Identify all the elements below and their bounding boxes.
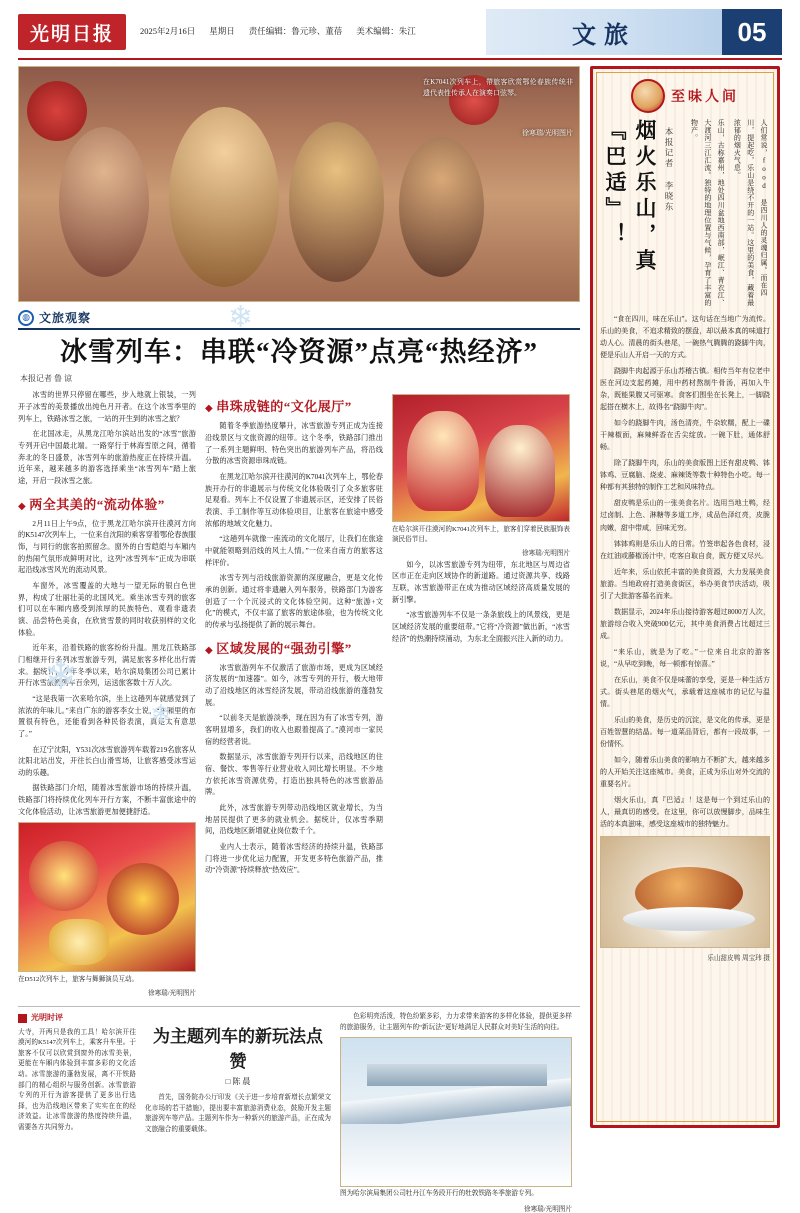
page-number: 05 [722,9,782,55]
lead-paragraph: 在北国冰走，从黑龙江哈尔滨站出发的“冰雪”旅游专列开启中国最北端。一路穿行于林海雪原之间，循着奔北的冬日盛景，冰雪列车的旅游热度正在持续升温。近年来，越来越多的游客选择乘坐“冰雪列车”踏上旅途，开启一段冰雪之旅。 [18,430,196,485]
paragraph: 在黑龙江哈尔滨开往漠河的K7041次列车上，鄂伦春族开办行的非遗展示与传统文化体验吸引了众多旅客驻足观看。列车上不仅设置了非遗展示区，还安排了民俗表演、手工制作等互动体验项目，让旅客在旅途中感受浓郁的地域文化魅力。 [205,473,383,528]
mid-photo [392,394,570,522]
small-photo-credit: 徐寒瑞/光明图片 [148,990,196,998]
paragraph: 如今，随着乐山美食的影响力不断扩大，越来越多的人开始关注这座城市。美食，正成为乐山对外交流的重要名片。 [600,756,770,789]
main-photo [18,66,580,302]
feature-intro-line: 乐山，古称嘉州，地处四川盆地西南部，岷江、青衣江、大渡河三江汇流。独特的地理位置与气候，孕育了丰富的物产。 [690,119,726,307]
paragraph: 此外，冰雪旅游专列带动沿线地区就业增长，为当地居民提供了更多的就业机会。据统计，仅冰雪季期间，沿线地区新增就业岗位数千个。 [205,804,383,836]
paragraph: “以前冬天是旅游淡季，现在因为有了冰雪专列，游客明显增多，我们的收入也跟着提高了。”漠河市一家民宿的经营者说。 [205,714,383,746]
newspaper-logo: 光明日报 [18,14,126,50]
commentary-left [18,1012,136,1213]
commentary-paragraph: 色彩明亮活泼，特色纷繁多彩，力力求带来游客的多样化体验，提供更多样的旅游服务，让主题列车的“新玩法”更好地满足人民群众对美好生活的向往。 [340,1013,572,1031]
paragraph: 冰雪旅游列车不仅激活了旅游市场，更成为区域经济发展的“加速器”。如今，冰雪专列的开行，极大地带动了沿线地区的冰雪经济发展，带动沿线旅游的蓬勃发展。 [205,663,383,707]
paragraph: 随着冬季旅游热度攀升，冰雪旅游专列正成为连接沿线景区与文旅资源的纽带。这个冬季，铁路部门推出了一系列主题鲜明、特色突出的旅游列车产品，将沿线分散的冰雪资源串珠成链。 [205,422,383,466]
feature-body [600,313,770,830]
commentary-flag-label: 光明时评 [31,1013,63,1022]
paragraph: “这是我第一次来哈尔滨，坐上这趟列车就感觉到了浓浓的年味儿。”来自广东的游客李女士说，“车厢里的布置很有特色，还能看到各种民俗表演，真是太有意思了。” [18,694,196,738]
paragraph: 钵钵鸡则是乐山人的日常。竹签串起各色食材，浸在红油或藤椒汤汁中，吃客自取自食，既方便又尽兴。 [600,539,770,560]
page-content [0,60,800,1213]
feature-title: 烟火乐山，真『巴适』！ [603,119,657,275]
art-editor: 美术编辑：朱江 [356,26,416,37]
paragraph: 烟火乐山，真『巴适』！这是每一个到过乐山的人，最真切的感受。在这里，你可以放慢脚步，品味生活的本真滋味，感受这座城市的独特魅力。 [600,796,770,829]
paragraph: 近年来，乐山依托丰富的美食资源，大力发展美食旅游。当地政府打造美食街区，举办美食节庆活动，吸引了大批游客慕名而来。 [600,567,770,600]
article-body [18,390,580,1000]
paragraph: “冰雪旅游列车不仅是一条条旅线上的风景线，更是区域经济发展的重要纽带。”它将“冷资源”做出新，“冰雪经济”的热潮持续涌动，为东北全面振兴注入新的动力。 [392,611,570,643]
paragraph: 乐山的美食，是历史的沉淀，是文化的传承，更是百姓智慧的结晶。每一道菜品背后，都有一段故事，一份情怀。 [600,715,770,748]
paragraph: “这趟列车就像一座流动的文化展厅，让我们在旅途中就能领略到沿线的风土人情。”一位来自南方的旅客这样评价。 [205,535,383,567]
commentary-left-text: 大寺，开两只是我的工具！哈尔滨开往漠河的K5147次列车上，乘客升车里。于旅客不仅可以欣赏到窗外的冰雪美景，更能在车厢内体验到丰富多彩的文化活动。冰雪旅游的蓬勃发展，离不开铁路部门的精心组织与服务创新。冰雪旅游专列的开行为游客提供了更多出行选择，也为沿线地区带来了实实在在的经济效益。让冰雪旅游的热度持续升温，需要各方共同努力。 [18,1028,136,1131]
commentary-block [18,1006,580,1213]
paragraph: 2月11日上午9点，位于黑龙江哈尔滨开往漠河方向的K5147次列车上，一位来自沈阳的乘客穿着鄂伦春族服饰，与同行的旅客拍照留念。窗外的白雪皑皑与车厢内的热闹气氛形成鲜明对比，这列“冰雪列车”正成为串联起沿线冰雪风光的流动风景。 [18,519,196,575]
subhead-1-text: 两全其美的“流动体验” [29,496,165,512]
masthead-right [486,9,782,55]
feature-vertical-intro [600,119,770,309]
paragraph: 数据显示，冰雪旅游专列开行以来，沿线地区的住宿、餐饮、零售等行业营业收入同比增长明显。不少地方依托冰雪资源优势，打造出独具特色的冰雪旅游品牌。 [205,753,383,797]
train-photo [340,1037,572,1187]
paragraph: “来乐山，就是为了吃。”一位来自北京的游客说，“从早吃到晚，每一顿都有惊喜。” [600,647,770,668]
paragraph: 数据显示，2024年乐山接待游客超过8000万人次，旅游综合收入突破900亿元，其中美食消费占比超过三成。 [600,607,770,640]
feature-photo [600,836,770,948]
paragraph: 据铁路部门介绍，随着冰雪旅游市场的持续升温，铁路部门将持续优化列车开行方案，不断丰富旅途中的文化体验活动，让冰雪旅游更加便捷舒适。 [18,784,196,816]
column-flag [18,309,580,326]
snowflake-icon: ❄ [150,700,172,729]
body-column-1 [18,390,196,1000]
paragraph: 在乐山，美食不仅是味蕾的享受，更是一种生活方式。街头巷尾的烟火气，承载着这座城市的记忆与温情。 [600,675,770,708]
diamond-icon: ◆ [18,500,27,512]
masthead [0,0,800,58]
responsible-editor: 责任编辑：鲁元珍、董蓓 [248,26,343,37]
feature-logo-text: 至味人间 [671,90,739,105]
article-byline: 本报记者 鲁 谅 [20,374,72,384]
paragraph: 近年来，沿着铁路的旅客纷纷升温。黑龙江铁路部门相继开行多列冰雪旅游专列，满足旅客多样化出行需求。据统计，今年冬季以来，哈尔滨局集团公司已累计开行冰雪旅游列车百余列，运送旅客数十万人次。 [18,644,196,688]
commentary-flag [18,1012,136,1025]
section-banner [486,9,722,55]
body-column-3 [392,390,570,1000]
paragraph: “食在四川，味在乐山”。这句话在当地广为流传。乐山的美食，不追求精致的摆盘，却以最本真的味道打动人心。清晨的街头巷尾，一碗热气腾腾的跷脚牛肉，便是乐山人开启一天的方式。 [600,315,770,360]
subhead-3-text: 区域发展的“强劲引擎” [216,640,352,656]
main-photo-credit: 徐寒瑞/光明图片 [522,129,573,137]
small-photo [18,822,196,972]
square-icon [18,1014,27,1023]
globe-icon: ◍ [18,310,34,326]
commentary-paragraph: 首先，国务院办公厅印发《关于进一步培育新增长点繁荣文化市场的若干措施》，提出要丰富旅游消费业态，鼓励开发主题旅游列车等产品。主题列车作为一种新兴的旅游产品，正在成为文旅融合的重要载体。 [145,1094,331,1134]
left-column [18,66,580,1213]
diamond-icon: ◆ [205,403,214,415]
commentary-author: □ 陈 晨 [225,1077,251,1086]
commentary-title: 为主题列车的新玩法点赞 [153,1027,323,1071]
feature-frame [590,66,780,1128]
subhead-2-text: 串珠成链的“文化展厅” [216,399,352,415]
small-photo-caption: 在D512次列车上，旅客与舞狮演员互动。 [18,976,139,984]
feature-logo [600,79,770,113]
diamond-icon: ◆ [205,644,214,656]
right-column [590,66,780,1120]
paragraph: 冰雪专列与沿线旅游资源的深度融合，更是文化传承的创新。通过将非遗融入列车服务，铁路部门为游客创造了一个个沉浸式的文化体验空间。这种“旅游+文化”的模式，不仅丰富了旅客的旅途体验，也为传统文化的传承与弘扬提供了新的展示舞台。 [205,574,383,629]
snowflake-icon: ❄ [44,653,78,698]
publish-date: 2025年2月16日 [140,26,196,37]
bowl-icon [631,79,665,113]
mid-photo-credit: 徐寒瑞/光明图片 [522,550,570,558]
weekday: 星期日 [209,26,235,37]
flag-divider [18,328,580,330]
subhead-1 [18,494,196,515]
commentary-right [340,1012,572,1213]
feature-intro-line: 人们常说，food 是四川人的灵魂归属。而在四川，提起吃，乐山是绕不开的一站。这里的美食，藏着最浓郁的烟火气息。 [733,119,768,307]
snowflake-icon: ❄ [228,301,254,334]
train-photo-credit: 徐寒瑞/光明图片 [524,1206,572,1213]
column-flag-label: 文旅观察 [39,311,92,325]
paragraph: 甜皮鸭是乐山的一张美食名片。选用当地土鸭，经过卤制、上色、淋糖等多道工序，成品色泽红亮，皮脆肉嫩，甜中带咸，回味无穷。 [600,499,770,532]
paragraph: 如今的跷脚牛肉，汤色清亮，牛杂软糯，配上一碟干辣椒面，麻辣鲜香在舌尖绽放。一碗下肚，通体舒畅。 [600,419,770,452]
commentary-mid [145,1012,331,1213]
feature-photo-credit: 乐山甜皮鸭 周宝玮 摄 [707,955,770,963]
mid-photo-caption: 在哈尔滨开往漠河的K7041次列车上，旅客们穿着民族服饰表演民俗节目。 [392,526,570,544]
paragraph: 业内人士表示，随着冰雪经济的持续升温，铁路部门将进一步优化运力配置，开发更多特色旅游产品，推动“冷资源”持续释放“热效应”。 [205,842,383,875]
section-title: 文旅 [572,22,636,49]
feature-byline: 本报记者 李晓东 [664,127,674,213]
paragraph: 车窗外，冰雪覆盖的大地与一望无际的银白色世界，构成了壮丽壮美的北国风光。乘坐冰雪专列的旅客们可以在车厢内感受到浓厚的民族特色、观看非遗表演、品尝特色美食，在欣赏雪景的同时收获别样的文化体验。 [18,581,196,637]
paragraph: 在辽宁沈阳，Y531次冰雪旅游列车载着219名旅客从沈阳北站出发，开往长白山滑雪场，让旅客感受冰雪运动的乐趣。 [18,745,196,777]
paragraph: 除了跷脚牛肉，乐山的美食版图上还有甜皮鸭、钵钵鸡、豆腐脑、烧麦、麻辣烫等数十种特色小吃。每一种都有其独特的制作工艺和风味特点。 [600,459,770,492]
masthead-meta [140,26,416,38]
lead-paragraph: 冰雪的世界只停留在哪些，步入地就上银装，一列开子冰雪的美景播放出纯色月开者。在这个冰雪季里的列车上，铁路冰雪之旅，一站的开生到的冰雪之旅？ [18,391,196,423]
train-photo-caption: 图为哈尔滨局集团公司牡丹江车务段开行的牡敦铁路冬季旅游专列。 [340,1190,538,1198]
main-photo-caption: 在K7041次列车上，帶旅客欣赏鄂伦春族传统非遗代表性传承人在演奏口弦琴。 [423,78,573,97]
paragraph: 跷脚牛肉起源于乐山苏稽古镇。相传当年有位老中医在河边支起药摊，用中药材熬制牛骨汤，再加入牛杂，既能果腹又可驱寒。食客们围坐在长凳上，一脚跷起搭在横木上，故得名“跷脚牛肉”。 [600,367,770,412]
subhead-3 [205,638,383,659]
paragraph: 如今，以冰雪旅游专列为纽带，东北地区与周边省区市正在走向区域协作的新道路。通过资源共享、线路互联，冰雪旅游带正在成为推动区域经济高质量发展的新引擎。 [392,560,570,604]
article-headline: 冰雪列车：串联“冷资源”点亮“热经济” [60,336,538,367]
body-column-2 [205,390,383,1000]
subhead-2 [205,396,383,417]
